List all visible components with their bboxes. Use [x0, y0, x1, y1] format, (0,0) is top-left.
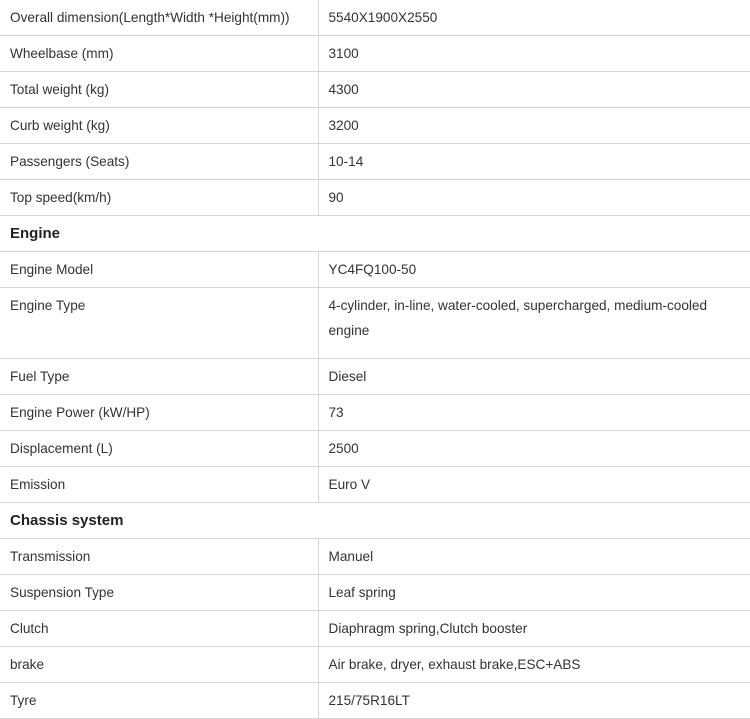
row-value: 90: [318, 180, 750, 216]
section-heading-chassis: Chassis system: [0, 503, 750, 539]
table-row: [0, 539, 750, 575]
row-value: Euro V: [318, 467, 750, 503]
table-row: [0, 467, 750, 503]
row-value: Manuel: [318, 539, 750, 575]
table-row: [0, 647, 750, 683]
row-label: Total weight (kg): [0, 72, 318, 108]
row-label: Overall dimension(Length*Width *Height(mm)): [0, 0, 318, 36]
row-value: 2500: [318, 431, 750, 467]
table-row: [0, 108, 750, 144]
table-row: [0, 431, 750, 467]
row-label: Emission: [0, 467, 318, 503]
row-label: Engine Model: [0, 252, 318, 288]
table-row: [0, 611, 750, 647]
row-value: YC4FQ100-50: [318, 252, 750, 288]
row-label: Engine Power (kW/HP): [0, 395, 318, 431]
row-value: Leaf spring: [318, 575, 750, 611]
table-row: [0, 288, 750, 359]
row-label: Tyre: [0, 683, 318, 719]
table-row: [0, 395, 750, 431]
row-value: 215/75R16LT: [318, 683, 750, 719]
section-row-chassis: [0, 503, 750, 539]
row-value: 73: [318, 395, 750, 431]
section-heading-engine: Engine: [0, 216, 750, 252]
table-row: [0, 180, 750, 216]
table-row: [0, 683, 750, 719]
table-row: [0, 0, 750, 36]
row-value: Diesel: [318, 359, 750, 395]
row-label: Displacement (L): [0, 431, 318, 467]
row-label: Engine Type: [0, 288, 318, 359]
row-value: Air brake, dryer, exhaust brake,ESC+ABS: [318, 647, 750, 683]
row-value: 3200: [318, 108, 750, 144]
row-label: Top speed(km/h): [0, 180, 318, 216]
table-row: [0, 36, 750, 72]
row-value: 4300: [318, 72, 750, 108]
row-label: Passengers (Seats): [0, 144, 318, 180]
row-label: Suspension Type: [0, 575, 318, 611]
table-row: [0, 252, 750, 288]
row-label: Clutch: [0, 611, 318, 647]
table-row: [0, 72, 750, 108]
table-row: [0, 359, 750, 395]
row-label: Wheelbase (mm): [0, 36, 318, 72]
table-row: [0, 144, 750, 180]
row-value: 5540X1900X2550: [318, 0, 750, 36]
section-row-engine: [0, 216, 750, 252]
row-label: brake: [0, 647, 318, 683]
row-label: Curb weight (kg): [0, 108, 318, 144]
row-value: 4-cylinder, in-line, water-cooled, supercharged, medium-cooled engine: [318, 288, 750, 359]
row-value: Diaphragm spring,Clutch booster: [318, 611, 750, 647]
row-label: Transmission: [0, 539, 318, 575]
row-value: 10-14: [318, 144, 750, 180]
row-value: 3100: [318, 36, 750, 72]
row-label: Fuel Type: [0, 359, 318, 395]
table-row: [0, 575, 750, 611]
